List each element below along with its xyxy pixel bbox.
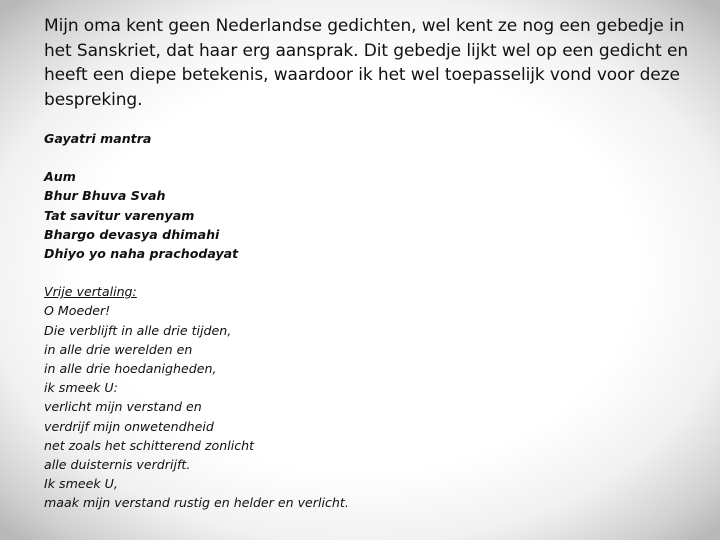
translation-line: alle duisternis verdrijft. [44, 457, 191, 473]
translation-line: Die verblijft in alle drie tijden, [44, 322, 232, 338]
translation-line: maak mijn verstand rustig en helder en verlicht. [44, 495, 349, 511]
translation-line: in alle drie werelden en [44, 341, 193, 357]
translation-line: verlicht mijn verstand en [44, 399, 202, 415]
intro-paragraph: Mijn oma kent geen Nederlandse gedichten, wel kent ze nog een gebedje in het Sanskriet, dat haar erg aansprak. Dit gebedje lijkt wel op een gedicht en heeft een diepe betekenis, waardoor ik het wel toepasselijk vond voor deze bespreking. [44, 16, 689, 110]
translation-line: ik smeek U: [44, 380, 118, 396]
mantra-text [44, 167, 694, 263]
translation-line: O Moeder! [44, 303, 111, 319]
mantra-line: Bhargo devasya dhimahi [44, 226, 220, 242]
mantra-line: Bhur Bhuva Svah [44, 188, 166, 204]
translation-line: Ik smeek U, [44, 476, 118, 492]
translation-heading: Vrije vertaling: [44, 284, 137, 300]
slide-content [44, 14, 694, 513]
mantra-line: Dhiyo yo naha prachodayat [44, 246, 239, 262]
translation-text [44, 282, 694, 512]
mantra-line: Aum [44, 169, 76, 185]
mantra-title: Gayatri mantra [44, 131, 152, 146]
mantra-line: Tat savitur varenyam [44, 207, 195, 223]
translation-line: verdrijf mijn onwetendheid [44, 418, 214, 434]
translation-line: net zoals het schitterend zonlicht [44, 437, 255, 453]
translation-line: in alle drie hoedanigheden, [44, 361, 217, 377]
